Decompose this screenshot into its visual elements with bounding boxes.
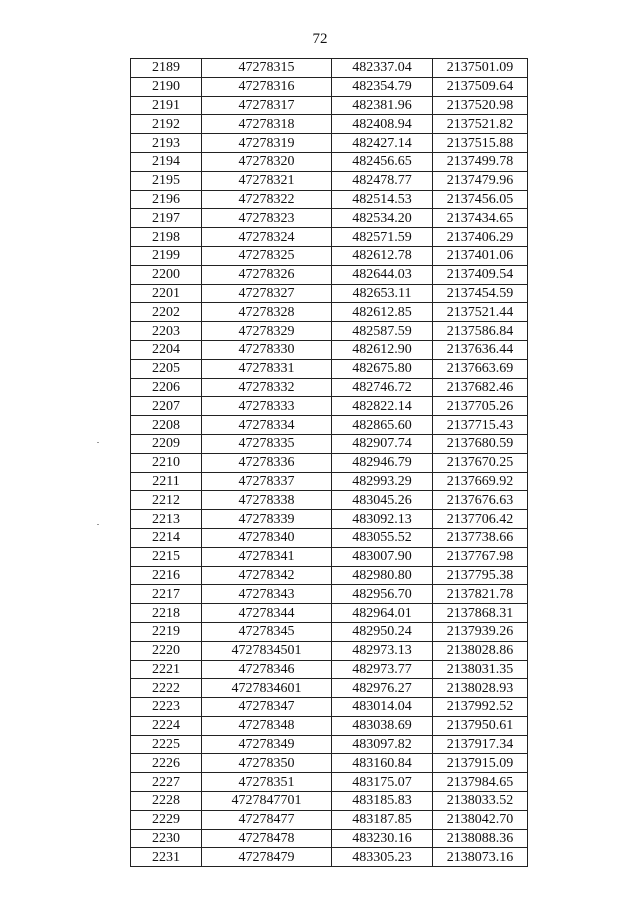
x-coordinate-cell: 482950.24 (332, 622, 433, 641)
x-coordinate-cell: 482956.70 (332, 585, 433, 604)
table-row (131, 641, 528, 660)
y-coordinate-cell: 2137509.64 (433, 77, 528, 96)
x-coordinate-cell: 482337.04 (332, 59, 433, 78)
table-row (131, 773, 528, 792)
y-coordinate-cell: 2137456.05 (433, 190, 528, 209)
point-id-cell: 47278328 (202, 303, 332, 322)
row-number-cell: 2228 (131, 792, 202, 811)
row-number-cell: 2212 (131, 491, 202, 510)
y-coordinate-cell: 2137992.52 (433, 698, 528, 717)
row-number-cell: 2213 (131, 510, 202, 529)
table-row (131, 152, 528, 171)
row-number-cell: 2217 (131, 585, 202, 604)
table-row (131, 397, 528, 416)
row-number-cell: 2200 (131, 265, 202, 284)
point-id-cell: 47278336 (202, 453, 332, 472)
point-id-cell: 47278325 (202, 246, 332, 265)
table-row (131, 510, 528, 529)
y-coordinate-cell: 2137939.26 (433, 622, 528, 641)
x-coordinate-cell: 482973.13 (332, 641, 433, 660)
row-number-cell: 2215 (131, 547, 202, 566)
row-number-cell: 2205 (131, 359, 202, 378)
table-row (131, 434, 528, 453)
row-number-cell: 2226 (131, 754, 202, 773)
point-id-cell: 47278351 (202, 773, 332, 792)
table-row (131, 547, 528, 566)
table-row (131, 604, 528, 623)
table-row (131, 698, 528, 717)
point-id-cell: 4727847701 (202, 792, 332, 811)
table-row (131, 754, 528, 773)
x-coordinate-cell: 482612.85 (332, 303, 433, 322)
x-coordinate-cell: 483230.16 (332, 829, 433, 848)
x-coordinate-cell: 482822.14 (332, 397, 433, 416)
row-number-cell: 2221 (131, 660, 202, 679)
scan-mark (97, 524, 99, 525)
table-row (131, 134, 528, 153)
y-coordinate-cell: 2137680.59 (433, 434, 528, 453)
x-coordinate-cell: 482612.78 (332, 246, 433, 265)
point-id-cell: 47278322 (202, 190, 332, 209)
y-coordinate-cell: 2137663.69 (433, 359, 528, 378)
point-id-cell: 47278477 (202, 810, 332, 829)
y-coordinate-cell: 2137586.84 (433, 322, 528, 341)
y-coordinate-cell: 2137915.09 (433, 754, 528, 773)
x-coordinate-cell: 483185.83 (332, 792, 433, 811)
row-number-cell: 2206 (131, 378, 202, 397)
row-number-cell: 2211 (131, 472, 202, 491)
x-coordinate-cell: 483055.52 (332, 528, 433, 547)
table-row (131, 848, 528, 867)
table-row (131, 228, 528, 247)
x-coordinate-cell: 483014.04 (332, 698, 433, 717)
table-row (131, 679, 528, 698)
x-coordinate-cell: 483007.90 (332, 547, 433, 566)
point-id-cell: 47278331 (202, 359, 332, 378)
table-row (131, 453, 528, 472)
y-coordinate-cell: 2137868.31 (433, 604, 528, 623)
table-row (131, 265, 528, 284)
y-coordinate-cell: 2137705.26 (433, 397, 528, 416)
coordinates-table-body (131, 59, 528, 867)
x-coordinate-cell: 482427.14 (332, 134, 433, 153)
table-row (131, 566, 528, 585)
point-id-cell: 47278350 (202, 754, 332, 773)
point-id-cell: 47278323 (202, 209, 332, 228)
x-coordinate-cell: 483045.26 (332, 491, 433, 510)
row-number-cell: 2204 (131, 340, 202, 359)
point-id-cell: 47278321 (202, 171, 332, 190)
y-coordinate-cell: 2137499.78 (433, 152, 528, 171)
point-id-cell: 47278326 (202, 265, 332, 284)
point-id-cell: 47278343 (202, 585, 332, 604)
table-row (131, 622, 528, 641)
table-row (131, 416, 528, 435)
point-id-cell: 47278346 (202, 660, 332, 679)
point-id-cell: 47278342 (202, 566, 332, 585)
point-id-cell: 47278478 (202, 829, 332, 848)
table-row (131, 246, 528, 265)
x-coordinate-cell: 482946.79 (332, 453, 433, 472)
y-coordinate-cell: 2138031.35 (433, 660, 528, 679)
table-row (131, 77, 528, 96)
x-coordinate-cell: 483038.69 (332, 716, 433, 735)
row-number-cell: 2223 (131, 698, 202, 717)
row-number-cell: 2190 (131, 77, 202, 96)
row-number-cell: 2198 (131, 228, 202, 247)
x-coordinate-cell: 482746.72 (332, 378, 433, 397)
table-row (131, 792, 528, 811)
y-coordinate-cell: 2138088.36 (433, 829, 528, 848)
point-id-cell: 47278327 (202, 284, 332, 303)
point-id-cell: 47278317 (202, 96, 332, 115)
row-number-cell: 2214 (131, 528, 202, 547)
row-number-cell: 2227 (131, 773, 202, 792)
point-id-cell: 47278332 (202, 378, 332, 397)
row-number-cell: 2208 (131, 416, 202, 435)
y-coordinate-cell: 2137401.06 (433, 246, 528, 265)
table-row (131, 735, 528, 754)
y-coordinate-cell: 2137515.88 (433, 134, 528, 153)
x-coordinate-cell: 482612.90 (332, 340, 433, 359)
x-coordinate-cell: 482571.59 (332, 228, 433, 247)
point-id-cell: 4727834501 (202, 641, 332, 660)
table-row (131, 716, 528, 735)
row-number-cell: 2207 (131, 397, 202, 416)
y-coordinate-cell: 2137715.43 (433, 416, 528, 435)
row-number-cell: 2222 (131, 679, 202, 698)
y-coordinate-cell: 2137795.38 (433, 566, 528, 585)
x-coordinate-cell: 482993.29 (332, 472, 433, 491)
coordinates-table (130, 58, 528, 867)
x-coordinate-cell: 483097.82 (332, 735, 433, 754)
row-number-cell: 2203 (131, 322, 202, 341)
y-coordinate-cell: 2137636.44 (433, 340, 528, 359)
row-number-cell: 2210 (131, 453, 202, 472)
x-coordinate-cell: 482534.20 (332, 209, 433, 228)
point-id-cell: 47278329 (202, 322, 332, 341)
y-coordinate-cell: 2138042.70 (433, 810, 528, 829)
row-number-cell: 2224 (131, 716, 202, 735)
point-id-cell: 47278318 (202, 115, 332, 134)
row-number-cell: 2202 (131, 303, 202, 322)
y-coordinate-cell: 2137434.65 (433, 209, 528, 228)
table-row (131, 96, 528, 115)
table-row (131, 171, 528, 190)
table-row (131, 340, 528, 359)
y-coordinate-cell: 2137950.61 (433, 716, 528, 735)
y-coordinate-cell: 2137984.65 (433, 773, 528, 792)
row-number-cell: 2194 (131, 152, 202, 171)
row-number-cell: 2199 (131, 246, 202, 265)
y-coordinate-cell: 2137406.29 (433, 228, 528, 247)
table-row (131, 829, 528, 848)
point-id-cell: 47278347 (202, 698, 332, 717)
y-coordinate-cell: 2137521.82 (433, 115, 528, 134)
y-coordinate-cell: 2137706.42 (433, 510, 528, 529)
row-number-cell: 2191 (131, 96, 202, 115)
table-row (131, 491, 528, 510)
y-coordinate-cell: 2137520.98 (433, 96, 528, 115)
point-id-cell: 47278345 (202, 622, 332, 641)
table-row (131, 528, 528, 547)
y-coordinate-cell: 2137738.66 (433, 528, 528, 547)
y-coordinate-cell: 2137917.34 (433, 735, 528, 754)
row-number-cell: 2197 (131, 209, 202, 228)
row-number-cell: 2218 (131, 604, 202, 623)
y-coordinate-cell: 2137479.96 (433, 171, 528, 190)
point-id-cell: 47278330 (202, 340, 332, 359)
table-row (131, 378, 528, 397)
y-coordinate-cell: 2137521.44 (433, 303, 528, 322)
row-number-cell: 2196 (131, 190, 202, 209)
point-id-cell: 47278344 (202, 604, 332, 623)
y-coordinate-cell: 2137409.54 (433, 265, 528, 284)
point-id-cell: 47278339 (202, 510, 332, 529)
table-row (131, 359, 528, 378)
x-coordinate-cell: 482980.80 (332, 566, 433, 585)
row-number-cell: 2209 (131, 434, 202, 453)
table-row (131, 660, 528, 679)
row-number-cell: 2216 (131, 566, 202, 585)
point-id-cell: 47278348 (202, 716, 332, 735)
x-coordinate-cell: 482587.59 (332, 322, 433, 341)
x-coordinate-cell: 483305.23 (332, 848, 433, 867)
table-row (131, 190, 528, 209)
row-number-cell: 2192 (131, 115, 202, 134)
y-coordinate-cell: 2137682.46 (433, 378, 528, 397)
point-id-cell: 4727834601 (202, 679, 332, 698)
row-number-cell: 2195 (131, 171, 202, 190)
table-row (131, 209, 528, 228)
row-number-cell: 2189 (131, 59, 202, 78)
x-coordinate-cell: 482907.74 (332, 434, 433, 453)
y-coordinate-cell: 2137821.78 (433, 585, 528, 604)
table-row (131, 322, 528, 341)
x-coordinate-cell: 483175.07 (332, 773, 433, 792)
table-row (131, 810, 528, 829)
table-row (131, 472, 528, 491)
table-row (131, 115, 528, 134)
x-coordinate-cell: 482456.65 (332, 152, 433, 171)
point-id-cell: 47278316 (202, 77, 332, 96)
x-coordinate-cell: 482354.79 (332, 77, 433, 96)
x-coordinate-cell: 482408.94 (332, 115, 433, 134)
point-id-cell: 47278335 (202, 434, 332, 453)
point-id-cell: 47278479 (202, 848, 332, 867)
row-number-cell: 2193 (131, 134, 202, 153)
point-id-cell: 47278341 (202, 547, 332, 566)
point-id-cell: 47278319 (202, 134, 332, 153)
x-coordinate-cell: 482976.27 (332, 679, 433, 698)
point-id-cell: 47278337 (202, 472, 332, 491)
row-number-cell: 2220 (131, 641, 202, 660)
table-row (131, 59, 528, 78)
row-number-cell: 2219 (131, 622, 202, 641)
row-number-cell: 2201 (131, 284, 202, 303)
point-id-cell: 47278334 (202, 416, 332, 435)
x-coordinate-cell: 483092.13 (332, 510, 433, 529)
point-id-cell: 47278349 (202, 735, 332, 754)
x-coordinate-cell: 482964.01 (332, 604, 433, 623)
row-number-cell: 2229 (131, 810, 202, 829)
table-row (131, 303, 528, 322)
x-coordinate-cell: 483187.85 (332, 810, 433, 829)
y-coordinate-cell: 2137676.63 (433, 491, 528, 510)
x-coordinate-cell: 482973.77 (332, 660, 433, 679)
y-coordinate-cell: 2138028.86 (433, 641, 528, 660)
point-id-cell: 47278338 (202, 491, 332, 510)
scan-mark (97, 442, 99, 443)
point-id-cell: 47278320 (202, 152, 332, 171)
row-number-cell: 2230 (131, 829, 202, 848)
x-coordinate-cell: 482478.77 (332, 171, 433, 190)
x-coordinate-cell: 482653.11 (332, 284, 433, 303)
y-coordinate-cell: 2137767.98 (433, 547, 528, 566)
row-number-cell: 2231 (131, 848, 202, 867)
y-coordinate-cell: 2137669.92 (433, 472, 528, 491)
y-coordinate-cell: 2137501.09 (433, 59, 528, 78)
point-id-cell: 47278315 (202, 59, 332, 78)
y-coordinate-cell: 2138028.93 (433, 679, 528, 698)
point-id-cell: 47278340 (202, 528, 332, 547)
y-coordinate-cell: 2137454.59 (433, 284, 528, 303)
y-coordinate-cell: 2138033.52 (433, 792, 528, 811)
point-id-cell: 47278324 (202, 228, 332, 247)
x-coordinate-cell: 483160.84 (332, 754, 433, 773)
point-id-cell: 47278333 (202, 397, 332, 416)
y-coordinate-cell: 2138073.16 (433, 848, 528, 867)
x-coordinate-cell: 482381.96 (332, 96, 433, 115)
x-coordinate-cell: 482865.60 (332, 416, 433, 435)
page-number: 72 (312, 31, 328, 47)
row-number-cell: 2225 (131, 735, 202, 754)
x-coordinate-cell: 482514.53 (332, 190, 433, 209)
y-coordinate-cell: 2137670.25 (433, 453, 528, 472)
x-coordinate-cell: 482675.80 (332, 359, 433, 378)
x-coordinate-cell: 482644.03 (332, 265, 433, 284)
table-row (131, 585, 528, 604)
table-row (131, 284, 528, 303)
